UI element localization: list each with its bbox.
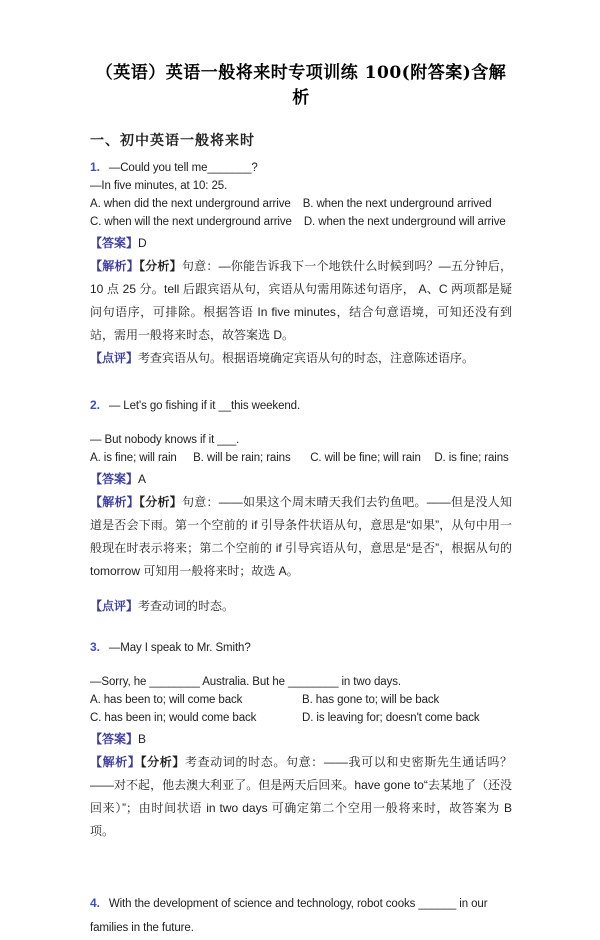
- option-b: B. when the next underground arrived: [302, 198, 492, 210]
- answer-label: 【答案】: [90, 472, 139, 486]
- analysis-label: 【解析】: [90, 259, 139, 273]
- detail-label: 【分析】: [140, 755, 185, 769]
- option-a: A. has been to; will come back: [90, 694, 243, 706]
- prompt-text: — Let's go fishing if it __this weekend.: [108, 400, 301, 412]
- question-prompt: [90, 396, 512, 415]
- options-row: [90, 709, 512, 727]
- option-a: A. is fine; will rain: [90, 452, 177, 464]
- analysis-text: 句意：——如果这个周末晴天我们去钓鱼吧。——但是没人知道是否会下雨。第一个空前的 if 引导条件状语从句，意思是“如果”，从句中用一般现在时表示将来；第二个空前的 if 引导宾语从句，意思是“是否”，根据从句的 tomorrow 可知用一般将来时；故选 A。: [90, 495, 512, 578]
- answer-value: B: [138, 732, 147, 746]
- option-d: D. when the next underground will arrive: [303, 216, 506, 228]
- question-reply: —Sorry, he ________ Australia. But he ________ in two days.: [90, 676, 401, 688]
- answer-label: 【答案】: [90, 732, 139, 746]
- question-prompt: [90, 891, 512, 940]
- comment-label: 【点评】: [90, 351, 139, 365]
- detail-label: 【分析】: [138, 259, 182, 273]
- option-b: B. has gone to; will be back: [302, 694, 440, 706]
- question-reply: —In five minutes, at 10: 25.: [90, 180, 228, 192]
- options-row: [90, 449, 512, 467]
- question-prompt: [90, 158, 512, 177]
- option-a: A. when did the next underground arrive: [90, 198, 291, 210]
- answer-value: A: [138, 472, 147, 486]
- section-heading: 一、初中英语一般将来时: [90, 132, 255, 148]
- analysis-label: 【解析】: [90, 495, 139, 509]
- question-number: 2.: [90, 398, 100, 412]
- answer-label: 【答案】: [90, 236, 139, 250]
- question-block-3: [90, 638, 512, 843]
- question-block-1: [90, 158, 512, 370]
- comment-text: 考查动词的时态。: [138, 599, 235, 613]
- page-title: （英语）英语一般将来时专项训练 100(附答案)含解析: [95, 63, 507, 108]
- prompt-text: With the development of science and technology, robot cooks ______ in our families in the future.: [90, 898, 488, 934]
- comment-line: [90, 347, 512, 370]
- detail-label: 【分析】: [139, 495, 182, 509]
- question-prompt: [90, 638, 512, 657]
- question-reply: — But nobody knows if it ___.: [90, 434, 240, 446]
- option-d: D. is leaving for; doesn't come back: [302, 712, 480, 724]
- answer-value: D: [138, 236, 147, 250]
- option-c: C. when will the next underground arrive: [90, 216, 292, 228]
- analysis-paragraph: [90, 751, 512, 843]
- options-row: [90, 195, 512, 213]
- analysis-paragraph: [90, 491, 512, 583]
- analysis-text: 句意：—你能告诉我下一个地铁什么时候到吗？—五分钟后，10 点 25 分。tell 后跟宾语从句，宾语从句需用陈述句语序， A、C 两项都是疑问句语序，可排除。根据答语 In five minutes，结合句意语境，可知还没有到站，需用一般将来时态，故答案选 D。: [90, 259, 512, 342]
- comment-label: 【点评】: [90, 599, 139, 613]
- answer-line: [90, 469, 512, 489]
- option-c: C. will be fine; will rain: [310, 452, 421, 464]
- question-number: 1.: [90, 160, 100, 174]
- comment-line: [90, 595, 512, 618]
- question-block-4: [90, 891, 512, 940]
- question-block-2: [90, 396, 512, 618]
- question-number: 4.: [90, 896, 100, 910]
- prompt-text: —Could you tell me_______?: [108, 162, 258, 174]
- prompt-text: —May I speak to Mr. Smith?: [108, 642, 251, 654]
- analysis-text: 考查动词的时态。句意：——我可以和史密斯先生通话吗？——对不起，他去澳大利亚了。但是两天后回来。have gone to“去某地了（还没回来）”；由时间状语 in two days 可确定第二个空用一般将来时，故答案为 B 项。: [90, 755, 512, 838]
- question-number: 3.: [90, 640, 100, 654]
- analysis-label: 【解析】: [90, 755, 141, 769]
- comment-text: 考查宾语从句。根据语境确定宾语从句的时态，注意陈述语序。: [138, 351, 475, 365]
- option-b: B. will be rain; rains: [193, 452, 291, 464]
- analysis-paragraph: [90, 255, 512, 347]
- option-c: C. has been in; would come back: [90, 712, 257, 724]
- answer-line: [90, 233, 512, 253]
- options-row: [90, 213, 512, 231]
- option-d: D. is fine; rains: [434, 452, 509, 464]
- options-row: [90, 691, 512, 709]
- answer-line: [90, 729, 512, 749]
